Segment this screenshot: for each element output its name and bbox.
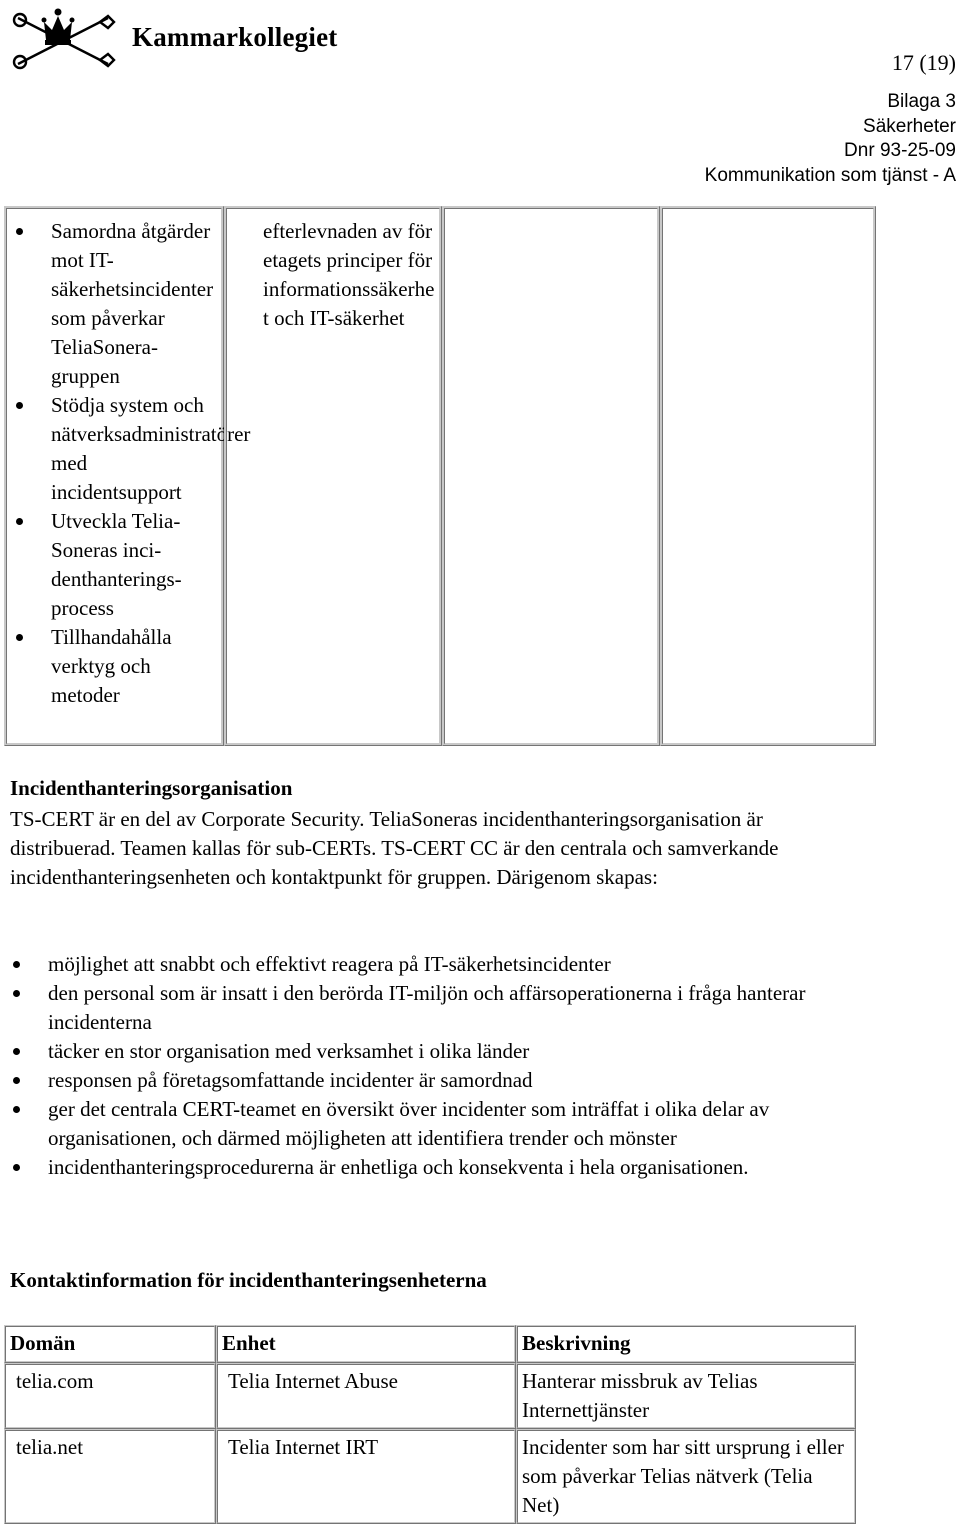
list-item: Stödja system och nätverksadministratörer med incidentsupport [9,391,223,507]
document-meta [705,90,956,188]
table-cell-compliance [224,206,442,746]
contact-table [4,1325,856,1524]
column-header-domain: Domän [4,1325,216,1363]
responsibilities-table [4,206,876,746]
table-cell-empty [442,206,660,746]
page-number: 17 (19) [891,50,956,75]
crown-and-keys-icon [8,0,124,72]
list-item: Samordna åtgärder mot IT-säkerhetsincidenter som påverkar TeliaSonera-gruppen [9,217,223,391]
cell-text: efterlevnaden av företagets principer för informationssäkerhet och IT-säkerhet [263,219,435,330]
column-header-description: Beskrivning [516,1325,856,1363]
list-item: incidenthanteringsprocedurerna är enhetliga och konsekventa i hela organisationen. [6,1153,886,1182]
meta-reference-number: Dnr 93-25-09 [844,140,956,161]
cell-domain: telia.com [4,1363,216,1429]
meta-category: Säkerheter [863,115,956,137]
cell-unit: Telia Internet Abuse [216,1363,516,1429]
cell-description: Hanterar missbruk av Telias Internettjänster [516,1363,856,1429]
table-row [4,1429,856,1524]
benefits-list [6,950,886,1182]
org-logo [8,0,348,72]
column-header-unit: Enhet [216,1325,516,1363]
list-item: täcker en stor organisation med verksamhet i olika länder [6,1037,886,1066]
cell-unit: Telia Internet IRT [216,1429,516,1524]
table-cell-tasks [4,206,251,746]
task-list [9,217,251,710]
cell-domain: telia.net [4,1429,216,1524]
meta-service-area: Kommunikation som tjänst - A [704,164,956,186]
section-heading-organisation: Incidenthanteringsorganisation [10,776,293,800]
meta-attachment: Bilaga 3 [887,91,956,112]
list-item: möjlighet att snabbt och effektivt reagera på IT-säkerhetsincidenter [6,950,886,979]
list-item: responsen på företagsomfattande incidenter är samordnad [6,1066,886,1095]
list-item: Tillhandahålla verktyg och metoder [9,623,223,710]
list-item: den personal som är insatt i den berörda IT-miljön och affärsoperationerna i fråga hanterar incidenterna [6,979,886,1037]
table-row [4,1363,856,1429]
list-item: ger det centrala CERT-teamet en översikt över incidenter som inträffat i olika delar av organisationen, och därmed möjligheten att identifiera trender och mönster [6,1095,886,1153]
list-item: Utveckla Telia-Soneras inci-denthanterings-process [9,507,223,623]
section-heading-contact: Kontaktinformation för incidenthanteringsenheterna [10,1268,487,1292]
table-header-row [4,1325,856,1363]
organisation-paragraph: TS-CERT är en del av Corporate Security. TeliaSoneras incidenthanteringsorganisation är distribuerad. Teamen kallas för sub-CERTs. TS-CERT CC är den centrala och samverkande incidenthanteringsenheten och kontaktpunkt för gruppen. Därigenom skapas: [10,807,779,889]
organization-name: Kammarkollegiet [132,22,338,52]
cell-description: Incidenter som har sitt ursprung i eller som påverkar Telias nätverk (Telia Net) [516,1429,856,1524]
table-cell-empty [660,206,876,746]
